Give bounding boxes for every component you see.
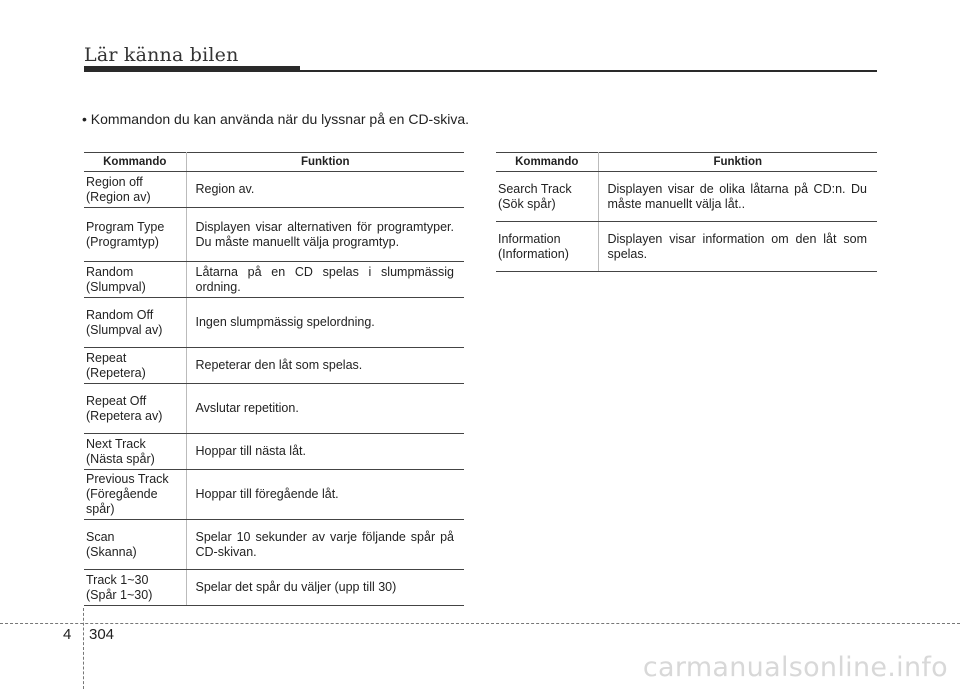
command-table-right xyxy=(496,152,877,272)
command-cell: Next Track (Nästa spår) xyxy=(84,434,186,470)
function-cell: Region av. xyxy=(186,172,464,208)
page-number: 304 xyxy=(89,626,115,643)
table-row xyxy=(84,520,464,570)
command-table-left xyxy=(84,152,464,606)
function-cell: Låtarna på en CD spelas i slumpmässig ordning. xyxy=(186,262,464,298)
column-header-command: Kommando xyxy=(84,153,186,172)
table-row xyxy=(84,570,464,606)
table-row xyxy=(84,470,464,520)
function-cell: Displayen visar information om den låt som spelas. xyxy=(598,222,877,272)
command-cell: Region off (Region av) xyxy=(84,172,186,208)
footer-dashed-divider xyxy=(83,608,84,689)
table-row xyxy=(496,222,877,272)
column-header-command: Kommando xyxy=(496,153,598,172)
command-cell: Repeat (Repetera) xyxy=(84,348,186,384)
table-row xyxy=(84,262,464,298)
table-row xyxy=(84,172,464,208)
function-cell: Avslutar repetition. xyxy=(186,384,464,434)
header-rule-thin xyxy=(300,70,877,72)
intro-text: • Kommandon du kan använda när du lyssnar på en CD-skiva. xyxy=(82,111,470,127)
command-cell: Information (Information) xyxy=(496,222,598,272)
function-cell: Spelar det spår du väljer (upp till 30) xyxy=(186,570,464,606)
function-cell: Displayen visar alternativen för programtyper. Du måste manuellt välja programtyp. xyxy=(186,208,464,262)
table-row xyxy=(84,384,464,434)
function-cell: Displayen visar de olika låtarna på CD:n. Du måste manuellt välja låt.. xyxy=(598,172,877,222)
column-header-function: Funktion xyxy=(598,153,877,172)
command-cell: Repeat Off (Repetera av) xyxy=(84,384,186,434)
column-header-function: Funktion xyxy=(186,153,464,172)
page-header-title: Lär känna bilen xyxy=(84,44,239,66)
function-cell: Repeterar den låt som spelas. xyxy=(186,348,464,384)
command-cell: Program Type (Programtyp) xyxy=(84,208,186,262)
function-cell: Spelar 10 sekunder av varje följande spår på CD-skivan. xyxy=(186,520,464,570)
command-cell: Search Track (Sök spår) xyxy=(496,172,598,222)
chapter-number: 4 xyxy=(63,626,72,643)
function-cell: Ingen slumpmässig spelordning. xyxy=(186,298,464,348)
header-rule-thick xyxy=(84,66,300,72)
footer-dashed-rule xyxy=(0,623,960,624)
table-header-row xyxy=(84,153,464,172)
command-cell: Scan (Skanna) xyxy=(84,520,186,570)
function-cell: Hoppar till föregående låt. xyxy=(186,470,464,520)
table-row xyxy=(84,208,464,262)
table-row xyxy=(496,172,877,222)
table-row xyxy=(84,348,464,384)
command-cell: Track 1~30 (Spår 1~30) xyxy=(84,570,186,606)
function-cell: Hoppar till nästa låt. xyxy=(186,434,464,470)
table-row xyxy=(84,298,464,348)
table-header-row xyxy=(496,153,877,172)
command-cell: Previous Track (Föregående spår) xyxy=(84,470,186,520)
table-row xyxy=(84,434,464,470)
command-cell: Random (Slumpval) xyxy=(84,262,186,298)
command-cell: Random Off (Slumpval av) xyxy=(84,298,186,348)
watermark: carmanualsonline.info xyxy=(642,652,948,683)
